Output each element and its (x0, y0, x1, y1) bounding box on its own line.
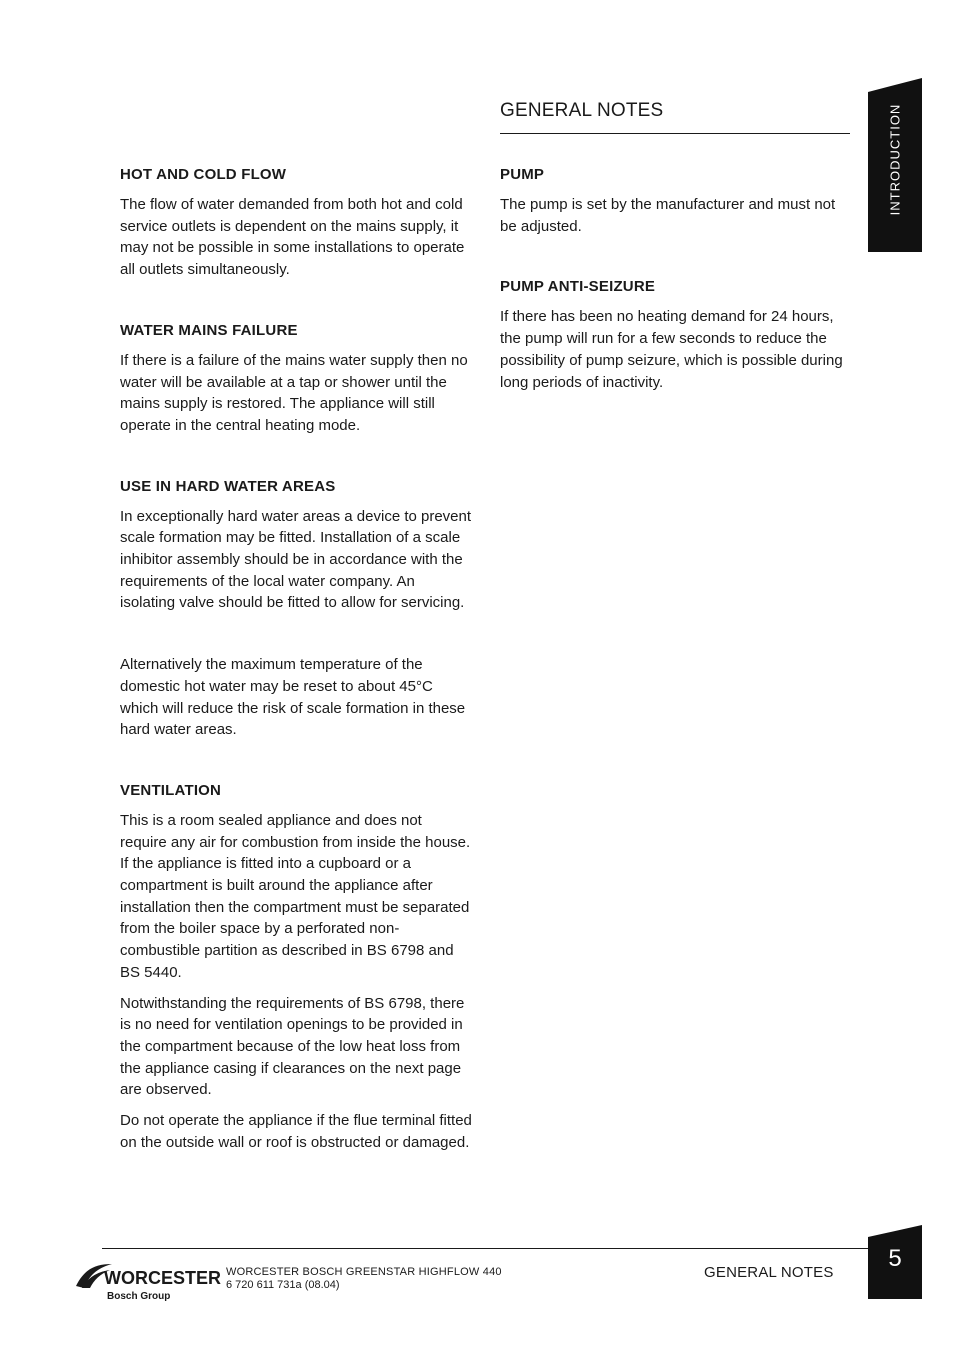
section-pump (500, 165, 852, 237)
text-ventilation-1: This is a room sealed appliance and does not require any air for combustion from inside the house. If the appliance is fitted into a cupboard or a compartment is built around the appliance after installation then the compartment must be separated from the boiler space by a perforated non-combustible partition as described in BS 6798 and BS 5440. (120, 811, 471, 981)
section-tab-label-wrap (868, 78, 922, 252)
left-column (120, 165, 472, 1163)
text-ventilation-2: Notwithstanding the requirements of BS 6798, there is no need for ventilation openings to be provided in the compartment because of the low heat loss from the appliance casing if clearances on the next page are observed. (120, 994, 465, 1099)
footer-product-name: WORCESTER BOSCH GREENSTAR HIGHFLOW 440 (226, 1266, 502, 1278)
footer-rule (102, 1248, 868, 1249)
text-hard-water-1: In exceptionally hard water areas a device to prevent scale formation may be fitted. Installation of a scale inhibitor assembly should be in accordance with the requirements of the local water company. An isolating valve should be fitted to allow for servicing. (120, 507, 472, 612)
section-ventilation (120, 781, 472, 1154)
worcester-logo (74, 1258, 221, 1304)
footer-section-title: GENERAL NOTES (704, 1264, 834, 1281)
heading-hard-water: USE IN HARD WATER AREAS (120, 477, 336, 495)
footer-document-code: 6 720 611 731a (08.04) (226, 1279, 340, 1291)
text-pump-anti-seizure: If there has been no heating demand for 24 hours, the pump will run for a few seconds to reduce the possibility of pump seizure, which is possible during long periods of inactivity. (500, 308, 843, 391)
heading-pump-anti-seizure: PUMP ANTI-SEIZURE (500, 278, 656, 296)
section-tab-label: INTRODUCTION (887, 103, 903, 215)
section-hard-water (120, 477, 472, 741)
heading-hot-cold-flow: HOT AND COLD FLOW (120, 166, 287, 183)
section-hot-cold-flow (120, 165, 472, 281)
page-title: GENERAL NOTES (500, 99, 850, 134)
text-ventilation-3: Do not operate the appliance if the flue terminal fitted on the outside wall or roof is obstructed or damaged. (120, 1112, 472, 1151)
section-water-mains-failure (120, 321, 472, 437)
right-column (500, 165, 852, 402)
page-number: 5 (888, 1245, 902, 1272)
section-pump-anti-seizure (500, 277, 852, 393)
text-pump: The pump is set by the manufacturer and must not be adjusted. (500, 196, 836, 235)
heading-ventilation: VENTILATION (120, 781, 222, 799)
text-water-mains-failure: If there is a failure of the mains water supply then no water will be available at a tap or shower until the mains supply is restored. The appliance will still operate in the central heating mode. (120, 351, 468, 434)
logo-wordmark: WORCESTER (104, 1268, 221, 1288)
text-hot-cold-flow: The flow of water demanded from both hot and cold service outlets is dependent on the mains supply, it may not be possible in some installations to operate all outlets simultaneously. (120, 196, 465, 279)
heading-water-mains-failure: WATER MAINS FAILURE (120, 321, 298, 339)
text-hard-water-2: Alternatively the maximum temperature of the domestic hot water may be reset to about 45°C which will reduce the risk of scale formation in these hard water areas. (120, 656, 466, 739)
heading-pump: PUMP (500, 166, 545, 183)
logo-subtitle: Bosch Group (107, 1291, 171, 1302)
